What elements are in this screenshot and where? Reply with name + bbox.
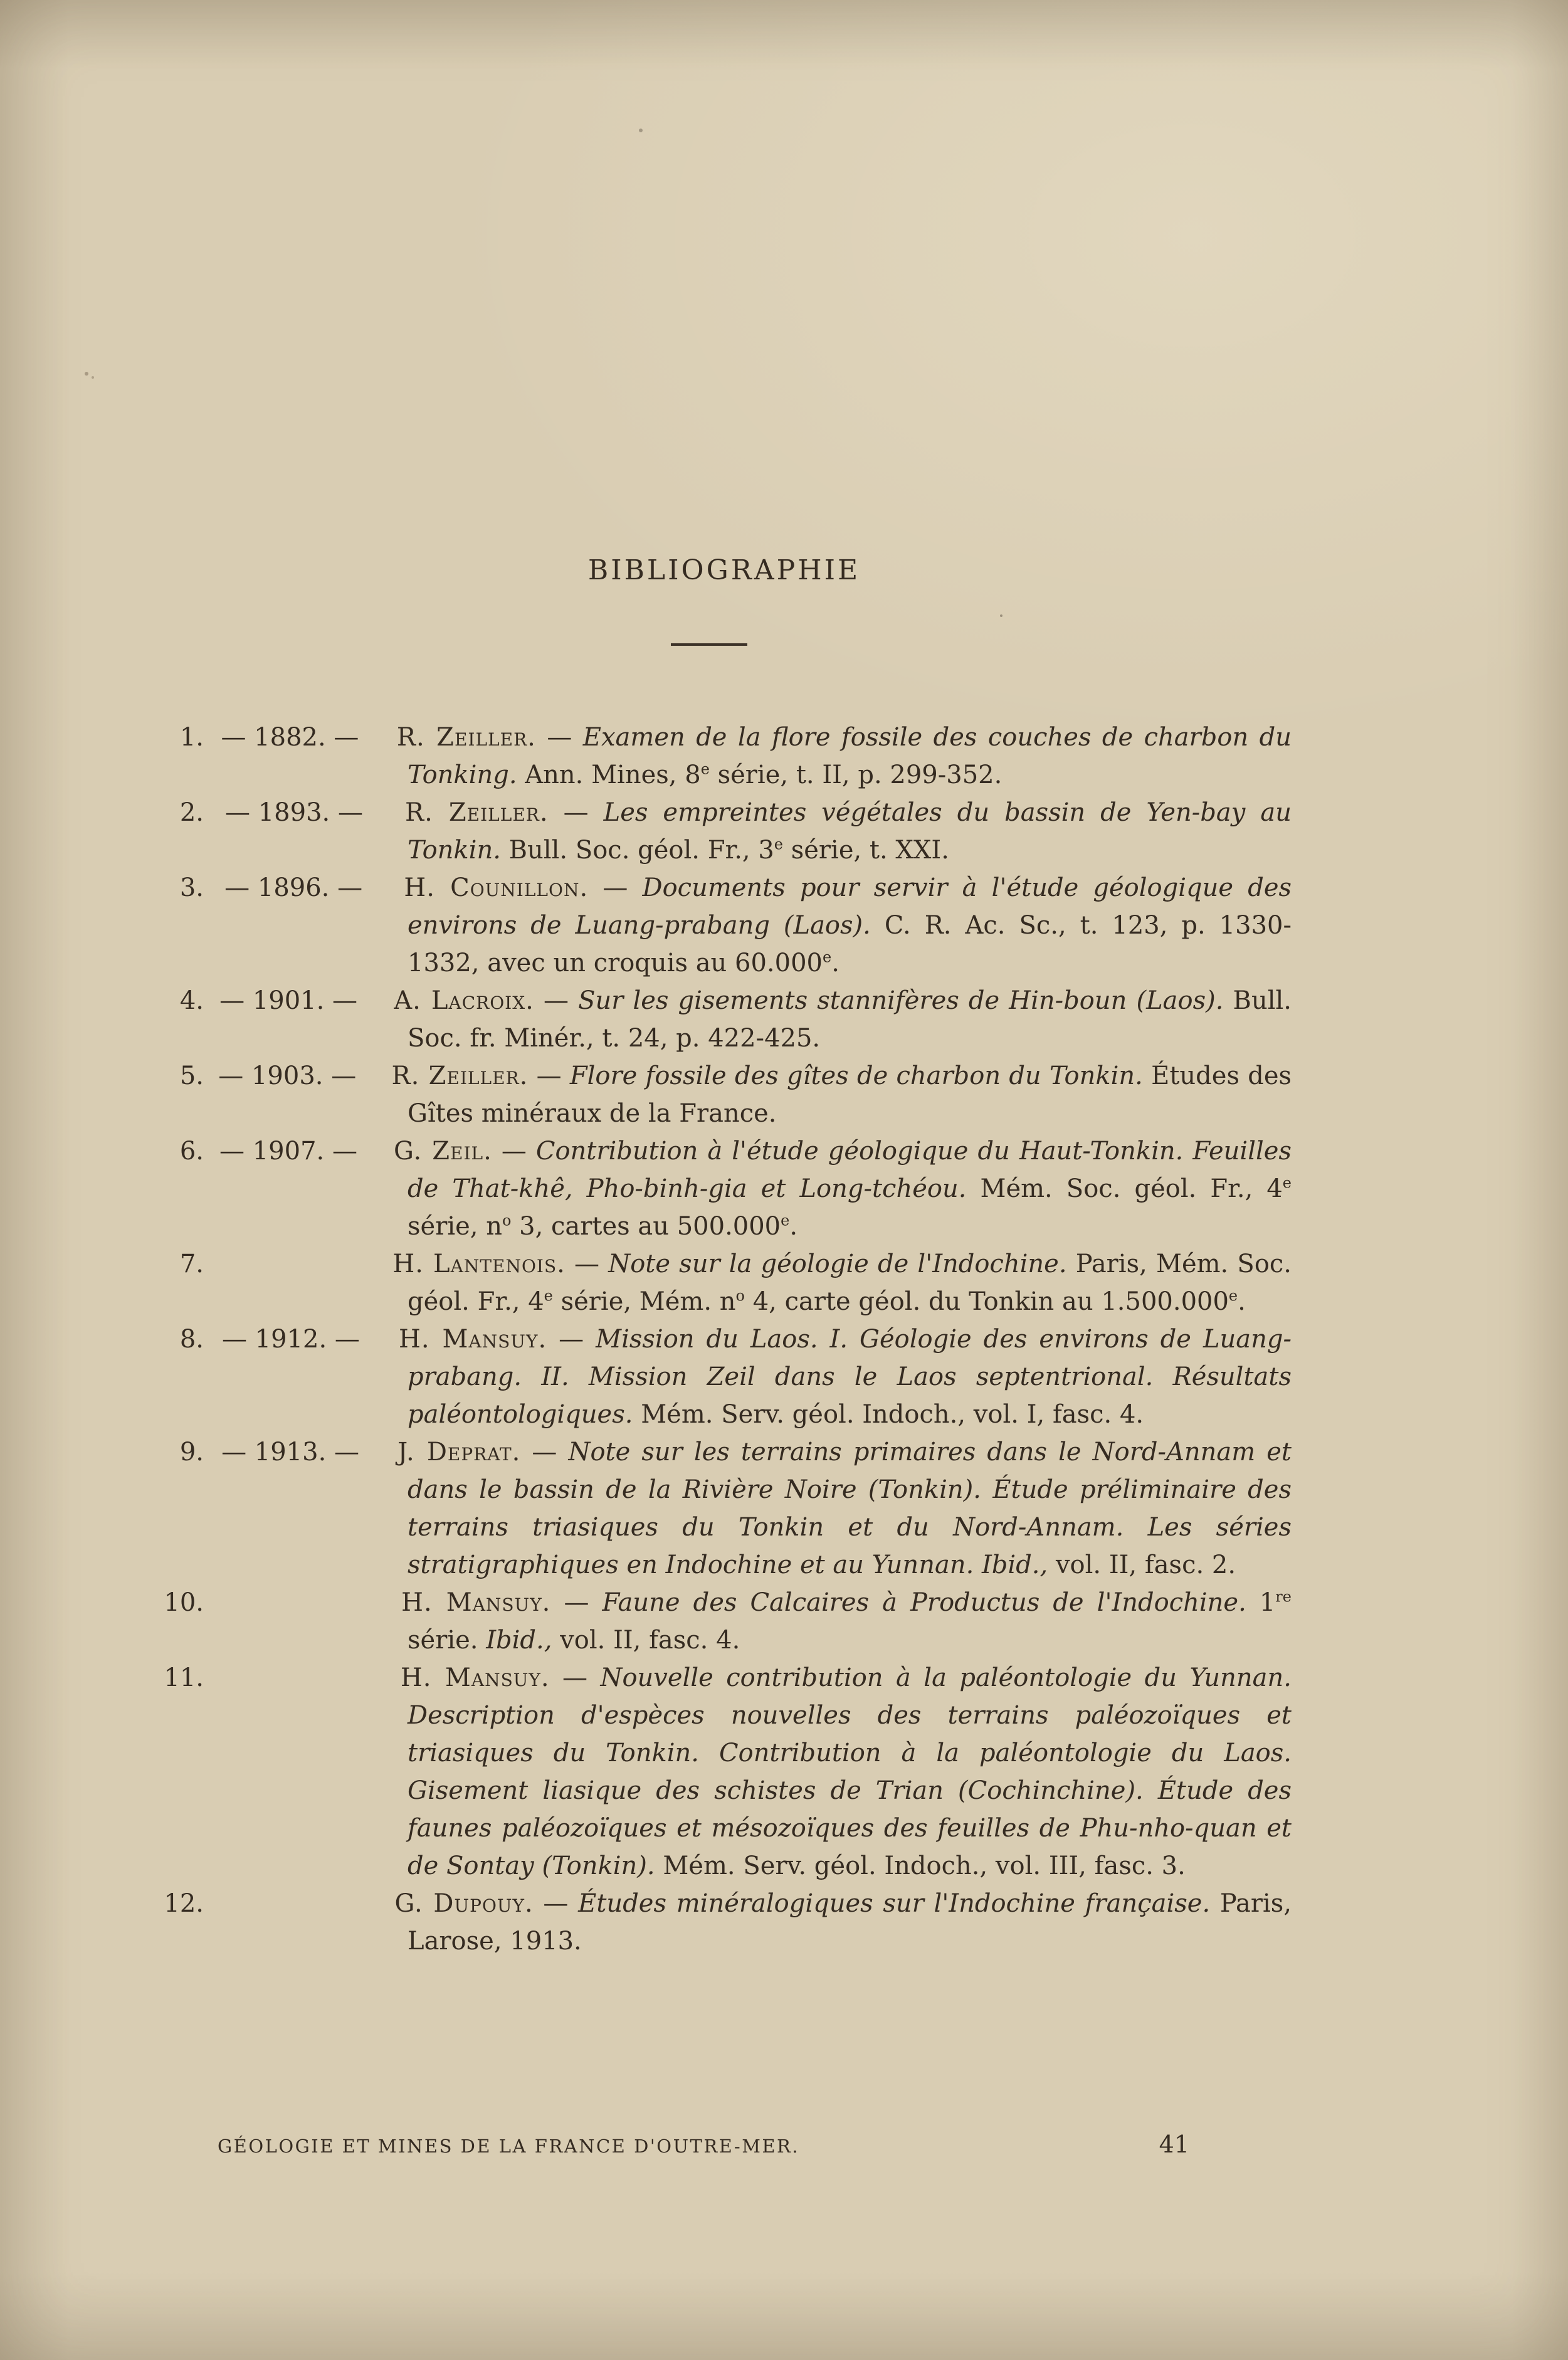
entry-year: — 1896. —: [224, 873, 363, 902]
entry-segment-r: série, n: [408, 1212, 502, 1241]
bibliography-entry: [160, 1885, 1292, 1960]
entry-text: [394, 1889, 1292, 1956]
entry-segment-sc: G. Dupouy.: [394, 1889, 534, 1918]
entry-segment-r: —: [588, 873, 643, 902]
bibliography-entry: [160, 719, 1292, 794]
entry-segment-r: Mém. Serv. géol. Indoch., vol. I, fasc. 4.: [633, 1400, 1144, 1429]
entry-segment-i: Contribution à l'étude géologique du Haut-Tonkin. Feuilles de That-khê, Pho-binh-gia et Long-tchéou.: [408, 1137, 1292, 1203]
entry-number: 5.: [179, 1061, 204, 1090]
entry-segment-i: Flore fossile des gîtes de charbon du Tonkin.: [569, 1061, 1143, 1090]
entry-segment-sc: A. Lacroix.: [394, 986, 534, 1015]
entry-segment-r: 4, carte géol. du Tonkin au 1.500.000: [745, 1287, 1229, 1316]
entry-segment-i: Documents pour servir à l'étude géologique des environs de Luang-prabang (Laos).: [408, 873, 1292, 940]
entry-segment-r: vol. II, fasc. 4.: [552, 1626, 740, 1655]
entry-segment-sup: e: [781, 1211, 790, 1230]
entry-segment-r: série, Mém. n: [552, 1287, 736, 1316]
entry-year: — 1913. —: [221, 1438, 360, 1467]
entry-text: [392, 1061, 1292, 1128]
entry-segment-i: Les empreintes végétales du bassin de Yen-bay au Tonkin.: [408, 798, 1292, 865]
entry-number: 12.: [164, 1889, 204, 1918]
entry-segment-i: Études minéralogiques sur l'Indochine française.: [578, 1889, 1211, 1918]
entry-segment-r: série, t. II, p. 299-352.: [709, 761, 1002, 789]
entry-number: 9.: [179, 1438, 204, 1467]
entry-segment-i: Faune des Calcaires à Productus de l'Indochine.: [602, 1588, 1246, 1617]
entry-number: 10.: [164, 1588, 204, 1617]
entry-text: [404, 873, 1292, 977]
entry-segment-sup: re: [1275, 1588, 1292, 1606]
entry-segment-i: Sur les gisements stannifères de Hin-boun (Laos).: [578, 986, 1224, 1015]
entry-year: — 1912. —: [221, 1325, 360, 1354]
bibliography-entry: [160, 794, 1292, 869]
entry-segment-r: —: [535, 723, 583, 752]
entry-segment-sup: o: [735, 1287, 745, 1305]
entry-segment-r: Mém. Soc. géol. Fr., 4: [966, 1174, 1283, 1203]
entry-segment-sup: e: [700, 760, 710, 778]
bibliography-entry: [160, 1057, 1292, 1132]
entry-segment-sup: e: [823, 948, 832, 966]
entry-segment-sup: e: [1228, 1287, 1238, 1305]
bibliography-entry: [160, 982, 1292, 1057]
entry-year: — 1893. —: [225, 798, 363, 827]
entry-text: [397, 723, 1292, 789]
entry-text: [394, 986, 1292, 1053]
entry-segment-r: —: [550, 1588, 602, 1617]
entry-number: 4.: [179, 986, 204, 1015]
bibliography-entry: [160, 1433, 1292, 1584]
entry-segment-sc: H. Mansuy.: [401, 1588, 551, 1617]
entry-segment-r: —: [528, 1061, 570, 1090]
entry-segment-r: 1: [1246, 1588, 1276, 1617]
entry-segment-r: série, t. XXI.: [783, 836, 949, 865]
entry-segment-r: Paris, Mém. Soc. géol. Fr., 4: [408, 1250, 1292, 1316]
bibliography-entry: [160, 869, 1292, 982]
entry-segment-r: .: [831, 949, 839, 977]
title-divider: [671, 643, 747, 646]
entry-segment-i: Nouvelle contribution à la paléontologie du Yunnan. Description d'espèces nouvelles des terrains paléozoïques et triasiques du Tonkin. Contribution à la paléontologie du Laos. Gisement liasique des schistes de Trian (Cochinchine). Étude des faunes paléozoïques et mésozoïques des feuilles de Phu-nho-quan et de Sontay (Tonkin).: [408, 1663, 1292, 1880]
entry-number: 6.: [179, 1137, 204, 1166]
bibliography-entry: [160, 1320, 1292, 1433]
entry-segment-i: Ibid.,: [486, 1626, 552, 1655]
entry-number: 3.: [179, 873, 204, 902]
entry-segment-sc: R. Zeiller.: [396, 723, 536, 752]
entry-segment-i: Note sur la géologie de l'Indochine.: [608, 1250, 1067, 1278]
entry-text: [401, 1588, 1292, 1655]
entry-segment-r: —: [534, 986, 579, 1015]
entry-segment-sup: e: [1282, 1174, 1292, 1192]
entry-year: — 1903. —: [218, 1061, 357, 1090]
entry-segment-r: —: [565, 1250, 609, 1278]
entry-segment-r: —: [548, 798, 604, 827]
entry-text: [399, 1325, 1292, 1429]
bibliography-entry: [160, 1132, 1292, 1245]
entry-segment-sc: H. Counillon.: [404, 873, 589, 902]
entry-segment-r: C. R. Ac. Sc., t. 123, p. 1330-1332, avec un croquis au 60.000: [408, 911, 1292, 977]
entry-year: — 1901. —: [219, 986, 358, 1015]
page-footer: [218, 2131, 1189, 2158]
bibliography-entry: [160, 1584, 1292, 1659]
bibliography-list: [160, 719, 1292, 1960]
entry-segment-i: Examen de la flore fossile des couches de charbon du Tonking.: [408, 723, 1292, 789]
entry-number: 8.: [179, 1325, 204, 1354]
entry-number: 1.: [179, 723, 204, 752]
entry-number: 11.: [164, 1663, 204, 1692]
entry-year: — 1907. —: [219, 1137, 357, 1166]
bibliography-entry: [160, 1245, 1292, 1320]
bibliography-entry: [160, 1659, 1292, 1885]
entry-text: [401, 1663, 1292, 1880]
page-title: BIBLIOGRAPHIE: [587, 554, 861, 586]
entry-segment-sc: H. Lantenois.: [392, 1250, 566, 1278]
entry-segment-r: Mém. Serv. géol. Indoch., vol. III, fasc. 3.: [655, 1852, 1186, 1880]
entry-segment-sc: H. Mansuy.: [398, 1325, 547, 1354]
page-number: 41: [1159, 2131, 1189, 2158]
entry-segment-r: —: [492, 1137, 536, 1166]
entry-segment-r: Études des Gîtes minéraux de la France.: [408, 1061, 1292, 1128]
footer-series-title: GÉOLOGIE ET MINES DE LA FRANCE D'OUTRE-MER.: [218, 2136, 800, 2157]
entry-segment-r: —: [547, 1325, 596, 1354]
entry-text: [394, 1137, 1292, 1241]
entry-segment-r: Bull. Soc. géol. Fr., 3: [500, 836, 774, 865]
entry-number: 2.: [179, 798, 204, 827]
entry-segment-r: Paris, Larose, 1913.: [408, 1889, 1292, 1956]
entry-segment-i: Note sur les terrains primaires dans le Nord-Annam et dans le bassin de la Rivière Noire (Tonkin). Étude préliminaire des terrains triasiques du Tonkin et du Nord-Annam. Les séries stratigraphiques en Indochine et au Yunnan. Ibid.,: [408, 1438, 1292, 1579]
entry-segment-i: Mission du Laos. I. Géologie des environs de Luang-prabang. II. Mission Zeil dans le Laos septentrional. Résultats paléontologiques.: [408, 1325, 1292, 1429]
entry-segment-sc: J. Deprat.: [397, 1438, 521, 1467]
entry-segment-sc: R. Zeiller.: [391, 1061, 529, 1090]
entry-segment-r: —: [533, 1889, 579, 1918]
entry-text: [397, 1438, 1292, 1579]
entry-segment-r: .: [1238, 1287, 1246, 1316]
entry-segment-r: —: [520, 1438, 569, 1467]
entry-segment-sup: o: [502, 1211, 512, 1230]
entry-segment-sup: e: [774, 835, 783, 853]
entry-segment-r: Ann. Mines, 8: [517, 761, 701, 789]
entry-number: 7.: [179, 1250, 204, 1278]
entry-segment-sc: G. Zeil.: [394, 1137, 492, 1166]
entry-year: — 1882. —: [221, 723, 359, 752]
entry-segment-sup: e: [544, 1287, 553, 1305]
entry-segment-r: Bull. Soc. fr. Minér., t. 24, p. 422-425.: [408, 986, 1292, 1053]
entry-text: [405, 798, 1292, 865]
entry-segment-r: série.: [408, 1626, 487, 1655]
entry-segment-r: —: [549, 1663, 601, 1692]
entry-segment-sc: H. Mansuy.: [400, 1663, 550, 1692]
scan-speck: [0, 0, 3, 3]
entry-segment-r: .: [789, 1212, 798, 1241]
entry-segment-sc: R. Zeiller.: [405, 798, 549, 827]
entry-segment-r: vol. II, fasc. 2.: [1048, 1551, 1236, 1579]
entry-text: [392, 1250, 1292, 1316]
entry-segment-r: 3, cartes au 500.000: [511, 1212, 781, 1241]
